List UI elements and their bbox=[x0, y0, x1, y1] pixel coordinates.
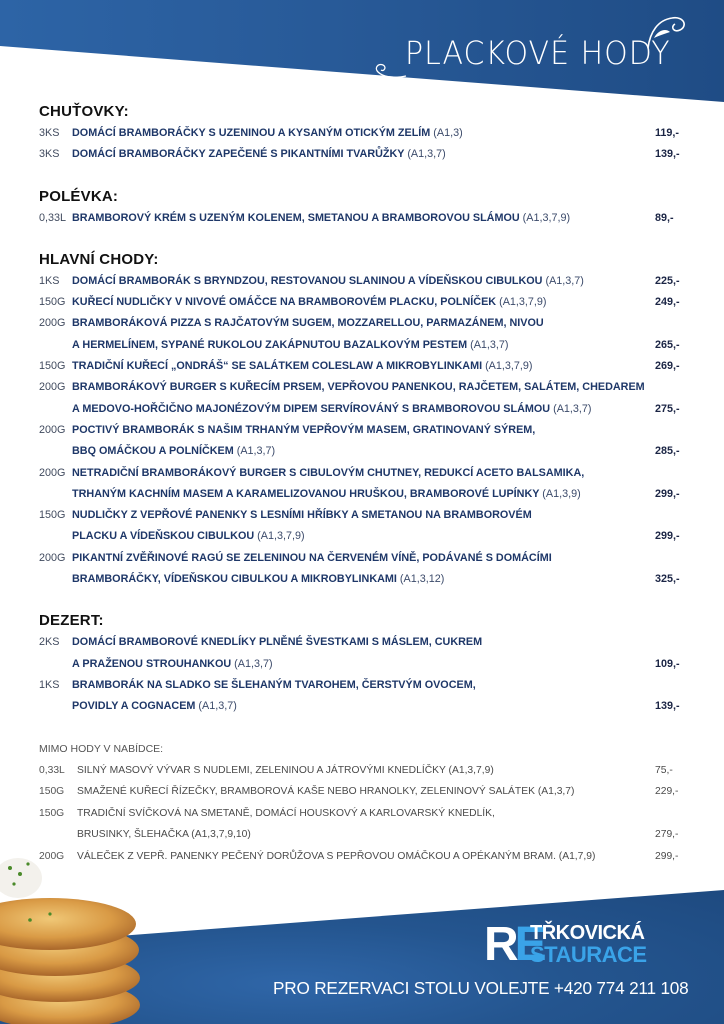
item-allergens: (A1,3,7,9) bbox=[499, 296, 547, 309]
section-heading: CHUŤOVKY: bbox=[39, 103, 129, 120]
menu-item bbox=[39, 356, 699, 377]
menu-item bbox=[39, 696, 699, 717]
item-name: NETRADIČNÍ BRAMBORÁKOVÝ BURGER S CIBULOVÝM CHUTNEY, REDUKCÍ ACETO BALSAMIKA, bbox=[72, 466, 585, 479]
menu-item bbox=[39, 377, 699, 398]
item-description bbox=[72, 399, 651, 420]
menu-item bbox=[39, 675, 699, 696]
item-description bbox=[72, 123, 651, 144]
menu-item bbox=[39, 569, 699, 590]
item-quantity: 0,33L bbox=[39, 764, 65, 776]
item-description bbox=[72, 313, 651, 334]
item-name: POVIDLY A COGNACEM bbox=[72, 700, 196, 713]
extra-heading: MIMO HODY V NABÍDCE: bbox=[39, 742, 164, 755]
item-name: BRAMBORÁČKY, VÍDEŇSKOU CIBULKOU A MIKROBYLINKAMI bbox=[72, 573, 397, 586]
item-name: NUDLIČKY Z VEPŘOVÉ PANENKY S LESNÍMI HŘÍBKY A SMETANOU NA BRAMBOROVÉM bbox=[72, 509, 532, 522]
menu-item bbox=[39, 399, 699, 420]
menu-item bbox=[39, 505, 699, 526]
item-description: TRADIČNÍ SVÍČKOVÁ NA SMETANĚ, DOMÁCÍ HOUSKOVÝ A KARLOVARSKÝ KNEDLÍK, bbox=[77, 807, 495, 819]
item-quantity: 200G bbox=[39, 850, 65, 862]
item-description bbox=[72, 675, 651, 696]
item-quantity: 150G bbox=[39, 509, 66, 522]
menu-section bbox=[39, 101, 699, 166]
item-name: TRHANÝM KACHNÍM MASEM A KARAMELIZOVANOU HRUŠKOU, BRAMBOROVÉ LUPÍNKY bbox=[72, 487, 540, 500]
page-title: PLACKOVÉ HODY bbox=[405, 34, 671, 73]
item-description: SMAŽENÉ KUŘECÍ ŘÍZEČKY, BRAMBOROVÁ KAŠE NEBO HRANOLKY, ZELENINOVÝ SALÁTEK (A1,3,7) bbox=[77, 786, 575, 798]
item-quantity: 150G bbox=[39, 807, 65, 819]
menu-list bbox=[39, 101, 699, 868]
menu-section bbox=[39, 186, 699, 229]
item-price: 229,- bbox=[655, 786, 679, 798]
item-allergens: (A1,3,7) bbox=[198, 700, 237, 713]
item-price: 109,- bbox=[655, 657, 680, 670]
menu-item bbox=[39, 420, 699, 441]
item-name: PIKANTNÍ ZVĚŘINOVÉ RAGÚ SE ZELENINOU NA ČERVENÉM VÍNĚ, PODÁVANÉ S DOMÁCÍMI bbox=[72, 551, 552, 564]
item-price: 265,- bbox=[655, 338, 680, 351]
menu-item bbox=[39, 271, 699, 292]
menu-item bbox=[39, 335, 699, 356]
item-name: DOMÁCÍ BRAMBORÁK S BRYNDZOU, RESTOVANOU SLANINOU A VÍDEŇSKOU CIBULKOU bbox=[72, 274, 543, 287]
section-heading: HLAVNÍ CHODY: bbox=[39, 250, 159, 268]
item-quantity: 3KS bbox=[39, 148, 60, 161]
extra-item bbox=[39, 760, 699, 782]
item-allergens: (A1,3,7,9) bbox=[485, 360, 533, 373]
logo-name-top: TŘKOVICKÁ bbox=[530, 922, 645, 944]
item-description bbox=[72, 569, 651, 590]
menu-item bbox=[39, 548, 699, 569]
item-quantity: 1KS bbox=[39, 678, 60, 691]
item-allergens: (A1,3,7) bbox=[236, 445, 276, 458]
item-name: DOMÁCÍ BRAMBORÁČKY S UZENINOU A KYSANÝM OTICKÝM ZELÍM bbox=[72, 127, 431, 139]
item-description bbox=[72, 484, 651, 505]
item-quantity: 200G bbox=[39, 381, 66, 394]
menu-item bbox=[39, 632, 699, 653]
item-description bbox=[72, 144, 651, 165]
item-quantity: 150G bbox=[39, 786, 65, 798]
item-price: 75,- bbox=[655, 764, 673, 776]
item-price: 139,- bbox=[655, 148, 680, 161]
extra-section bbox=[39, 738, 699, 868]
menu-item bbox=[39, 441, 699, 462]
item-name: A MEDOVO-HOŘČIČNO MAJONÉZOVÝM DIPEM SERVÍROVÁNÝ S BRAMBOROVOU SLÁMOU bbox=[72, 402, 551, 415]
item-description bbox=[72, 420, 651, 441]
item-allergens: (A1,3,7) bbox=[470, 338, 509, 351]
item-name: BBQ OMÁČKOU A POLNÍČKEM bbox=[72, 445, 234, 458]
menu-item bbox=[39, 654, 699, 675]
item-quantity: 3KS bbox=[39, 127, 60, 139]
item-quantity: 0,33L bbox=[39, 211, 67, 224]
item-name: BRAMBORÁKOVÝ BURGER S KUŘECÍM PRSEM, VEPŘOVOU PANENKOU, RAJČETEM, SALÁTEM, CHEDAREM bbox=[72, 381, 645, 394]
item-price: 325,- bbox=[655, 573, 680, 586]
item-description bbox=[72, 632, 651, 653]
reservation-contact: PRO REZERVACI STOLU VOLEJTE +420 774 211 108 bbox=[273, 978, 689, 998]
item-name: BRAMBORÁKOVÁ PIZZA S RAJČATOVÝM SUGEM, MOZZARELLOU, PARMAZÁNEM, NIVOU bbox=[72, 317, 544, 330]
item-quantity: 200G bbox=[39, 466, 66, 479]
item-description bbox=[72, 441, 651, 462]
item-name: A PRAŽENOU STROUHANKOU bbox=[72, 657, 232, 670]
item-name: POCTIVÝ BRAMBORÁK S NAŠIM TRHANÝM VEPŘOVÝM MASEM, GRATINOVANÝ SÝREM, bbox=[72, 423, 536, 436]
item-quantity: 150G bbox=[39, 360, 66, 373]
item-price: 225,- bbox=[655, 274, 680, 287]
extra-item bbox=[39, 824, 699, 846]
menu-item bbox=[39, 208, 699, 229]
menu-item bbox=[39, 144, 699, 165]
item-description bbox=[72, 463, 651, 484]
menu-item bbox=[39, 313, 699, 334]
item-description: BRUSINKY, ŠLEHAČKA (A1,3,7,9,10) bbox=[77, 829, 251, 841]
item-name: BRAMBOROVÝ KRÉM S UZENÝM KOLENEM, SMETANOU A BRAMBOROVOU SLÁMOU bbox=[72, 211, 520, 224]
menu-section bbox=[39, 610, 699, 717]
item-name: A HERMELÍNEM, SYPANÉ RUKOLOU ZAKÁPNUTOU BAZALKOVÝM PESTEM bbox=[72, 338, 468, 351]
item-quantity: 200G bbox=[39, 423, 66, 436]
item-description bbox=[72, 271, 651, 292]
item-quantity: 1KS bbox=[39, 274, 60, 287]
item-description bbox=[72, 505, 651, 526]
item-price: 299,- bbox=[655, 530, 680, 543]
item-price: 275,- bbox=[655, 402, 680, 415]
item-price: 139,- bbox=[655, 700, 680, 713]
item-allergens: (A1,3,7) bbox=[545, 274, 584, 287]
item-description: SILNÝ MASOVÝ VÝVAR S NUDLEMI, ZELENINOU A JÁTROVÝMI KNEDLÍČKY (A1,3,7,9) bbox=[77, 764, 494, 776]
potato-pancakes-image bbox=[0, 850, 150, 1024]
item-allergens: (A1,3,9) bbox=[542, 487, 581, 500]
item-allergens: (A1,3,7) bbox=[407, 148, 446, 161]
item-name: DOMÁCÍ BRAMBOROVÉ KNEDLÍKY PLNĚNÉ ŠVESTKAMI S MÁSLEM, CUKREM bbox=[72, 636, 483, 649]
item-quantity: 200G bbox=[39, 551, 66, 564]
item-price: 249,- bbox=[655, 296, 680, 309]
menu-item bbox=[39, 123, 699, 144]
item-name: TRADIČNÍ KUŘECÍ „ONDRÁŠ“ SE SALÁTKEM COLESLAW A MIKROBYLINKAMI bbox=[72, 360, 483, 373]
item-quantity: 150G bbox=[39, 296, 66, 309]
extra-item bbox=[39, 781, 699, 803]
item-allergens: (A1,3,7,9) bbox=[257, 530, 305, 543]
item-description bbox=[72, 696, 651, 717]
item-name: PLACKU A VÍDEŇSKOU CIBULKOU bbox=[72, 530, 255, 543]
item-price: 119,- bbox=[655, 127, 680, 139]
item-quantity: 200G bbox=[39, 317, 66, 330]
item-price: 89,- bbox=[655, 211, 674, 224]
item-allergens: (A1,3) bbox=[433, 127, 463, 139]
item-description bbox=[72, 292, 651, 313]
item-price: 285,- bbox=[655, 445, 680, 458]
item-description bbox=[72, 526, 651, 547]
item-price: 299,- bbox=[655, 487, 680, 500]
item-price: 269,- bbox=[655, 360, 680, 373]
flourish-left-icon bbox=[370, 60, 410, 80]
item-price: 299,- bbox=[655, 850, 679, 862]
item-name: DOMÁCÍ BRAMBORÁČKY ZAPEČENÉ S PIKANTNÍMI TVARŮŽKY bbox=[72, 148, 405, 161]
menu-section bbox=[39, 249, 699, 590]
logo-monogram: RE bbox=[484, 918, 543, 971]
item-description: VÁLEČEK Z VEPŘ. PANENKY PEČENÝ DORŮŽOVA S PEPŘOVOU OMÁČKOU A OPÉKANÝM BRAM. (A1,7,9) bbox=[77, 850, 596, 862]
item-name: KUŘECÍ NUDLIČKY V NIVOVÉ OMÁČCE NA BRAMBOROVÉM PLACKU, POLNÍČEK bbox=[72, 296, 497, 309]
item-allergens: (A1,3,7,9) bbox=[522, 211, 571, 224]
item-description bbox=[72, 654, 651, 675]
section-heading: DEZERT: bbox=[39, 612, 104, 630]
item-description bbox=[72, 335, 651, 356]
menu-item bbox=[39, 526, 699, 547]
item-quantity: 2KS bbox=[39, 636, 60, 649]
menu-item bbox=[39, 463, 699, 484]
item-allergens: (A1,3,7) bbox=[234, 657, 273, 670]
item-allergens: (A1,3,12) bbox=[399, 573, 445, 586]
menu-item bbox=[39, 484, 699, 505]
item-price: 279,- bbox=[655, 829, 679, 841]
logo-name-bottom: STAURACE bbox=[530, 942, 647, 967]
item-description bbox=[72, 356, 651, 377]
item-description bbox=[72, 377, 651, 398]
item-name: BRAMBORÁK NA SLADKO SE ŠLEHANÝM TVAROHEM, ČERSTVÝM OVOCEM, bbox=[72, 678, 476, 691]
item-description bbox=[72, 208, 651, 229]
extra-item bbox=[39, 803, 699, 825]
section-heading: POLÉVKA: bbox=[39, 187, 119, 205]
item-allergens: (A1,3,7) bbox=[553, 402, 592, 415]
item-description bbox=[72, 548, 651, 569]
restaurant-logo bbox=[484, 918, 684, 971]
menu-item bbox=[39, 292, 699, 313]
